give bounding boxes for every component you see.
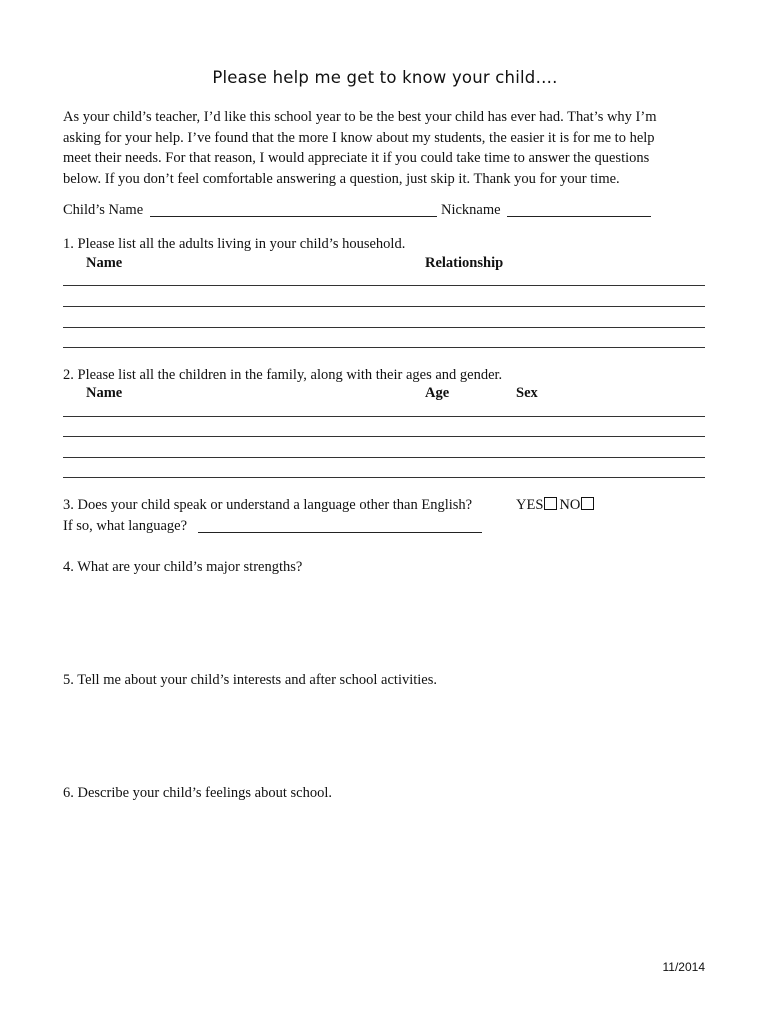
intro-paragraph (63, 107, 713, 189)
no-label: NO (559, 497, 581, 513)
yes-checkbox[interactable] (544, 497, 557, 510)
nickname-field[interactable] (507, 216, 651, 217)
q1-answer-line[interactable] (63, 327, 705, 328)
footer-date: 11/2014 (662, 960, 705, 974)
language-field[interactable] (198, 532, 482, 533)
childs-name-label: Child’s Name (63, 202, 144, 218)
q2-column-name: Name (86, 385, 123, 401)
intro-line: below. If you don’t feel comfortable answering a question, just skip it. Thank you for your time. (63, 170, 620, 187)
intro-line: meet their needs. For that reason, I would appreciate it if you could take time to answer the questions (63, 150, 650, 166)
childs-name-field[interactable] (150, 216, 437, 217)
intro-line: asking for your help. I’ve found that the more I know about my students, the easier it is for me to help (63, 129, 655, 146)
q2-answer-line[interactable] (63, 416, 705, 417)
language-followup-label: If so, what language? (63, 518, 188, 534)
q2-answer-line[interactable] (63, 457, 705, 458)
question-6: 6. Describe your child’s feelings about school. (63, 785, 332, 801)
yes-no-group (516, 497, 596, 514)
q1-answer-line[interactable] (63, 285, 705, 286)
intro-line: As your child’s teacher, I’d like this school year to be the best your child has ever had. That’s why I’m (63, 109, 657, 125)
question-1: 1. Please list all the adults living in your child’s household. (63, 236, 406, 252)
q2-column-sex: Sex (516, 385, 538, 401)
question-2: 2. Please list all the children in the family, along with their ages and gender. (63, 367, 503, 383)
q4-answer-area[interactable] (63, 580, 705, 668)
yes-label: YES (516, 497, 544, 513)
q2-column-age: Age (425, 385, 450, 401)
nickname-label: Nickname (441, 202, 501, 218)
q1-column-relationship: Relationship (425, 255, 504, 271)
q2-answer-line[interactable] (63, 477, 705, 478)
q1-column-name: Name (86, 255, 123, 271)
q2-answer-line[interactable] (63, 436, 705, 437)
question-5: 5. Tell me about your child’s interests and after school activities. (63, 672, 438, 688)
question-4: 4. What are your child’s major strengths? (63, 559, 303, 575)
q1-answer-line[interactable] (63, 306, 705, 307)
form-title: Please help me get to know your child…. (212, 68, 558, 87)
q6-answer-area[interactable] (63, 806, 705, 946)
no-checkbox[interactable] (581, 497, 594, 510)
question-3: 3. Does your child speak or understand a language other than English? (63, 497, 473, 513)
q1-answer-line[interactable] (63, 347, 705, 348)
q5-answer-area[interactable] (63, 693, 705, 781)
